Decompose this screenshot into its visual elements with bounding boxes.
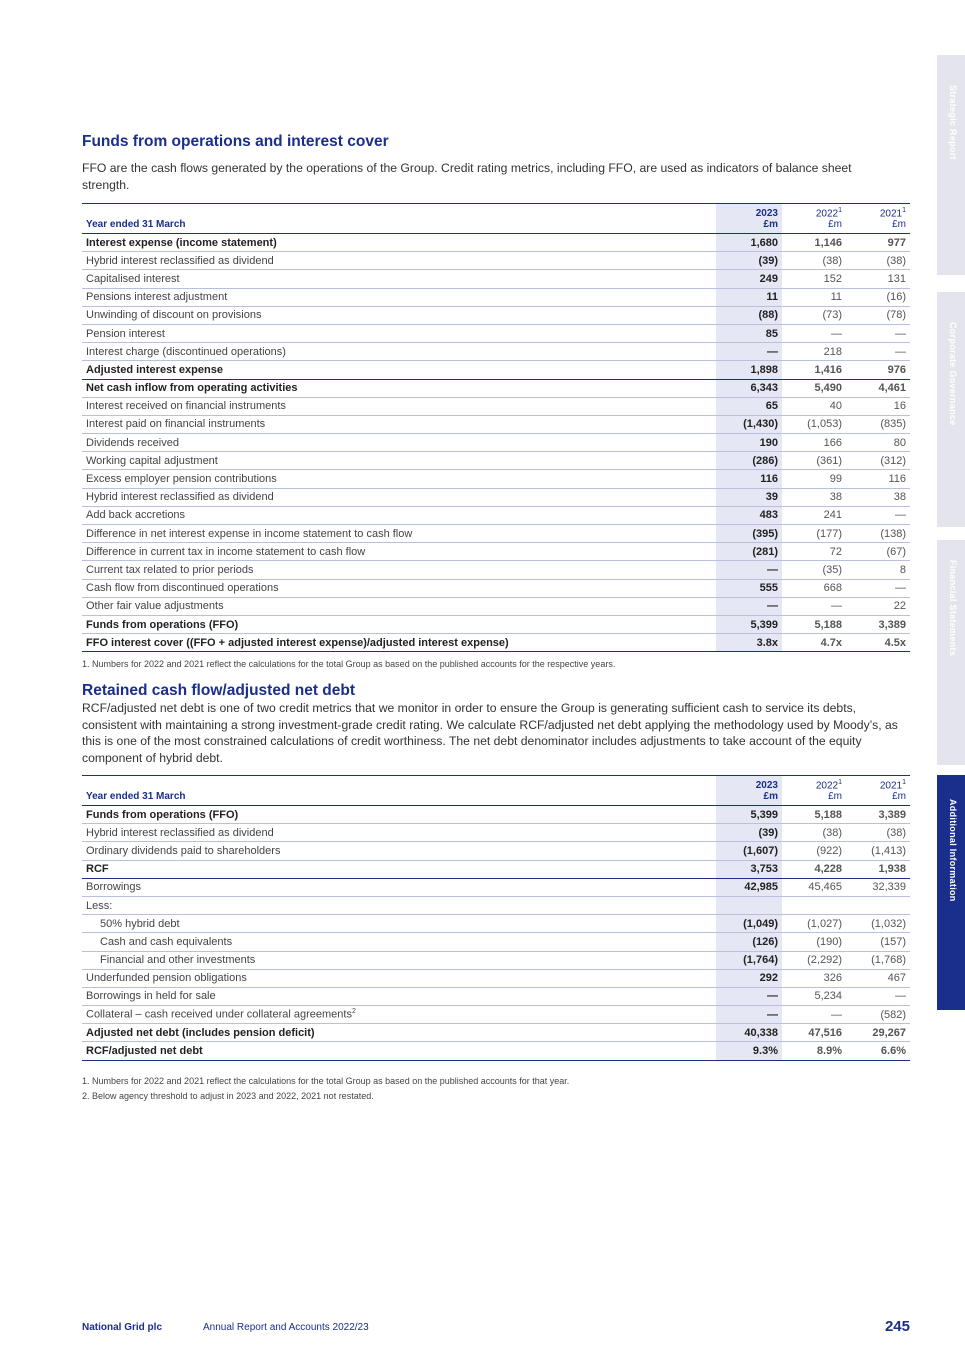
value-2022: 99 bbox=[829, 473, 842, 486]
value-2022: 4,228 bbox=[814, 863, 842, 876]
value-2021: 38 bbox=[893, 491, 906, 504]
value-2023: 3,753 bbox=[716, 860, 782, 878]
table-row bbox=[82, 379, 910, 397]
section-intro-rcf: RCF/adjusted net debt is one of two credit metrics that we monitor in order to ensure the Group is generating sufficient cash to service its debts, consistent with maintaining a strong investment-grade credit rating. We calculate RCF/adjusted net debt applying the methodology used by Moody’s, as this is one of the most constrained calculations of credit worthiness. The net debt denominator includes adjustments to take account of the equity component of hybrid debt. bbox=[82, 701, 898, 765]
value-2021: 22 bbox=[893, 600, 906, 613]
row-label: Funds from operations (FFO) bbox=[86, 808, 239, 821]
value-2022: 1,416 bbox=[814, 363, 842, 376]
row-label: Underfunded pension obligations bbox=[86, 972, 247, 985]
value-2023: (1,607) bbox=[716, 842, 782, 860]
value-2022: 5,234 bbox=[814, 990, 842, 1003]
value-2021: 116 bbox=[888, 473, 906, 486]
value-2022: 40 bbox=[829, 400, 842, 413]
table-row bbox=[82, 896, 910, 914]
value-2021: — bbox=[895, 327, 906, 340]
value-2023: — bbox=[716, 597, 782, 615]
page-number: 245 bbox=[884, 1318, 910, 1335]
value-2021: 80 bbox=[893, 436, 906, 449]
table-row bbox=[82, 1024, 910, 1042]
value-2022: 5,490 bbox=[814, 382, 842, 395]
value-2022: 5,188 bbox=[814, 618, 842, 631]
value-2022: (2,292) bbox=[807, 954, 842, 967]
value-2021: (1,032) bbox=[871, 917, 906, 930]
value-2022: 4.7x bbox=[820, 636, 842, 649]
value-2023: — bbox=[716, 561, 782, 579]
side-tab-label: Corporate Governance bbox=[948, 322, 958, 426]
side-tab-additional-information[interactable] bbox=[937, 775, 965, 1010]
column-header-2023: 2023 £m bbox=[716, 776, 782, 806]
row-label: Working capital adjustment bbox=[86, 454, 218, 467]
value-2022: 11 bbox=[830, 291, 842, 304]
value-2022: 5,188 bbox=[814, 808, 842, 821]
value-2022: (35) bbox=[822, 563, 842, 576]
value-2021: 29,267 bbox=[872, 1026, 906, 1039]
column-header-2021: 2021$^1$ £m bbox=[879, 778, 906, 802]
table-row bbox=[82, 470, 910, 488]
value-2023: (395) bbox=[716, 525, 782, 543]
value-2022: (177) bbox=[816, 527, 842, 540]
value-2022: 1,146 bbox=[814, 236, 842, 249]
page-footer bbox=[82, 1320, 912, 1340]
rcf-table bbox=[82, 775, 910, 1061]
value-2021: (835) bbox=[880, 418, 906, 431]
table-row bbox=[82, 361, 910, 379]
value-2022: 45,465 bbox=[808, 881, 842, 894]
table-row bbox=[82, 987, 910, 1005]
table-row bbox=[82, 951, 910, 969]
value-2021: 3,389 bbox=[878, 808, 906, 821]
table-row bbox=[82, 343, 910, 361]
row-label: Borrowings in held for sale bbox=[86, 990, 216, 1003]
value-2022: (361) bbox=[816, 454, 842, 467]
column-header-label: Year ended 31 March bbox=[86, 791, 186, 802]
value-2023: (1,430) bbox=[716, 415, 782, 433]
value-2022: — bbox=[831, 327, 842, 340]
row-label: Other fair value adjustments bbox=[86, 600, 224, 613]
footer-company: National Grid plc bbox=[82, 1322, 163, 1333]
value-2022: 47,516 bbox=[808, 1026, 842, 1039]
value-2022: 38 bbox=[829, 491, 842, 504]
section-title-rcf: Retained cash flow/adjusted net debt bbox=[82, 682, 356, 699]
value-2023: 483 bbox=[716, 506, 782, 524]
value-2022: (1,027) bbox=[807, 917, 842, 930]
value-2022: — bbox=[831, 600, 842, 613]
value-2021 bbox=[846, 896, 910, 914]
row-label: Hybrid interest reclassified as dividend bbox=[86, 491, 274, 504]
table-row bbox=[82, 842, 910, 860]
side-tab-corporate-governance[interactable] bbox=[937, 292, 965, 527]
footnote-rcf-1: 1. Numbers for 2022 and 2021 reflect the calculations for the total Group as based on the published accounts for that year. bbox=[82, 1076, 570, 1086]
value-2023: (88) bbox=[716, 306, 782, 324]
value-2022: 8.9% bbox=[816, 1045, 842, 1058]
value-2021: 976 bbox=[887, 363, 906, 376]
value-2023: 249 bbox=[716, 270, 782, 288]
value-2021: (67) bbox=[886, 545, 906, 558]
value-2023: — bbox=[716, 987, 782, 1005]
row-label: Interest expense (income statement) bbox=[86, 236, 277, 249]
value-2023: 1,898 bbox=[716, 361, 782, 379]
value-2023: 85 bbox=[716, 324, 782, 342]
row-label: FFO interest cover ((FFO + adjusted interest expense)/adjusted interest expense) bbox=[86, 636, 509, 649]
table-row bbox=[82, 860, 910, 878]
table-row bbox=[82, 969, 910, 987]
row-label: Adjusted net debt (includes pension deficit) bbox=[86, 1026, 315, 1039]
value-2021: (138) bbox=[880, 527, 906, 540]
value-2023: 5,399 bbox=[716, 615, 782, 633]
value-2021: — bbox=[895, 582, 906, 595]
section-intro-ffo: FFO are the cash flows generated by the operations of the Group. Credit rating metrics, including FFO, are used as indicators of balance sheet strength. bbox=[82, 161, 852, 192]
value-2023: (126) bbox=[716, 933, 782, 951]
value-2023: 1,680 bbox=[716, 234, 782, 252]
row-label: Financial and other investments bbox=[100, 954, 256, 967]
column-header-2023: 2023 £m bbox=[716, 204, 782, 234]
ffo-table bbox=[82, 203, 910, 652]
value-2022: 218 bbox=[823, 345, 842, 358]
value-2021: (16) bbox=[886, 291, 906, 304]
table-row bbox=[82, 824, 910, 842]
value-2021: (1,768) bbox=[871, 954, 906, 967]
footer-report-title: Annual Report and Accounts 2022/23 bbox=[203, 1322, 369, 1333]
table-row bbox=[82, 1042, 910, 1060]
row-label: RCF bbox=[86, 863, 109, 876]
table-row bbox=[82, 878, 910, 896]
table-header-row bbox=[82, 776, 910, 806]
row-label: Pension interest bbox=[86, 327, 165, 340]
table-row bbox=[82, 452, 910, 470]
value-2022: (922) bbox=[816, 844, 842, 857]
table-row bbox=[82, 806, 910, 824]
table-row bbox=[82, 324, 910, 342]
row-label: Interest charge (discontinued operations) bbox=[86, 345, 286, 358]
value-2022: (1,053) bbox=[807, 418, 842, 431]
table-row bbox=[82, 915, 910, 933]
value-2021: 16 bbox=[893, 400, 906, 413]
value-2021: — bbox=[895, 990, 906, 1003]
side-tab-financial-statements[interactable] bbox=[937, 540, 965, 765]
value-2023: (39) bbox=[716, 824, 782, 842]
value-2021: (38) bbox=[886, 826, 906, 839]
value-2021: 3,389 bbox=[878, 618, 906, 631]
table-row bbox=[82, 506, 910, 524]
value-2021: 1,938 bbox=[878, 863, 906, 876]
value-2023: 292 bbox=[716, 969, 782, 987]
value-2022: (38) bbox=[822, 826, 842, 839]
value-2023: 190 bbox=[716, 434, 782, 452]
side-tab-label: Additional Information bbox=[948, 799, 958, 902]
row-label: Hybrid interest reclassified as dividend bbox=[86, 826, 274, 839]
row-label: Interest paid on financial instruments bbox=[86, 418, 266, 431]
row-label: Current tax related to prior periods bbox=[86, 563, 254, 576]
row-label: Cash and cash equivalents bbox=[100, 935, 233, 948]
value-2023: 555 bbox=[716, 579, 782, 597]
table-row bbox=[82, 434, 910, 452]
footnote-rcf-2: 2. Below agency threshold to adjust in 2023 and 2022, 2021 not restated. bbox=[82, 1091, 374, 1101]
value-2021: (78) bbox=[886, 309, 906, 322]
value-2021: 32,339 bbox=[872, 881, 906, 894]
table-row bbox=[82, 615, 910, 633]
value-2023: 11 bbox=[716, 288, 782, 306]
value-2023: 5,399 bbox=[716, 806, 782, 824]
table-row bbox=[82, 543, 910, 561]
table-row bbox=[82, 579, 910, 597]
value-2021: 8 bbox=[899, 563, 906, 576]
footnote-ffo: 1. Numbers for 2022 and 2021 reflect the calculations for the total Group as based on the published accounts for the respective years. bbox=[82, 659, 616, 669]
value-2021: (582) bbox=[880, 1008, 906, 1021]
value-2023: — bbox=[716, 1006, 782, 1024]
row-label: Adjusted interest expense bbox=[86, 363, 223, 376]
value-2021: 4,461 bbox=[878, 382, 906, 395]
value-2021: 131 bbox=[887, 272, 906, 285]
value-2023: — bbox=[716, 343, 782, 361]
value-2023: 39 bbox=[716, 488, 782, 506]
value-2023: 65 bbox=[716, 397, 782, 415]
value-2022: (38) bbox=[822, 254, 842, 267]
table-row bbox=[82, 525, 910, 543]
table-row bbox=[82, 306, 910, 324]
value-2023: 3.8x bbox=[716, 634, 782, 652]
row-label: Excess employer pension contributions bbox=[86, 473, 277, 486]
section-title-ffo: Funds from operations and interest cover bbox=[82, 133, 389, 150]
value-2021: (312) bbox=[880, 454, 906, 467]
value-2023: 6,343 bbox=[716, 379, 782, 397]
row-label: RCF/adjusted net debt bbox=[86, 1045, 203, 1058]
row-label: Borrowings bbox=[86, 881, 142, 894]
row-label: Funds from operations (FFO) bbox=[86, 618, 239, 631]
side-tab-strategic-report[interactable] bbox=[937, 55, 965, 275]
row-label: Capitalised interest bbox=[86, 272, 180, 285]
column-header-2021: 2021$^1$ £m bbox=[879, 206, 906, 230]
value-2022: — bbox=[831, 1008, 842, 1021]
value-2021: 6.6% bbox=[880, 1045, 906, 1058]
value-2022: 668 bbox=[823, 582, 842, 595]
value-2022: 241 bbox=[823, 509, 842, 522]
value-2022: (190) bbox=[816, 935, 842, 948]
value-2022 bbox=[782, 896, 846, 914]
value-2021: — bbox=[895, 345, 906, 358]
value-2021: (157) bbox=[880, 935, 906, 948]
row-label: Dividends received bbox=[86, 436, 179, 449]
side-tab-label: Financial Statements bbox=[948, 560, 958, 657]
value-2021: 467 bbox=[887, 972, 906, 985]
row-label: Less: bbox=[86, 899, 113, 912]
table-row bbox=[82, 397, 910, 415]
row-label: Difference in current tax in income statement to cash flow bbox=[86, 545, 366, 558]
value-2021: 977 bbox=[887, 236, 906, 249]
column-header-2022: 2022$^1$ £m bbox=[815, 206, 842, 230]
table-row bbox=[82, 252, 910, 270]
row-label: Pensions interest adjustment bbox=[86, 291, 228, 304]
value-2023: 116 bbox=[716, 470, 782, 488]
table-row bbox=[82, 933, 910, 951]
value-2021: (38) bbox=[886, 254, 906, 267]
table-row bbox=[82, 488, 910, 506]
value-2023 bbox=[716, 896, 782, 914]
row-label: Net cash inflow from operating activities bbox=[86, 382, 298, 395]
value-2022: 72 bbox=[829, 545, 842, 558]
table-row bbox=[82, 270, 910, 288]
table-row bbox=[82, 634, 910, 652]
column-header-label: Year ended 31 March bbox=[86, 219, 186, 230]
value-2023: (286) bbox=[716, 452, 782, 470]
row-label: Unwinding of discount on provisions bbox=[86, 309, 262, 322]
row-label: Hybrid interest reclassified as dividend bbox=[86, 254, 274, 267]
column-header-2022: 2022$^1$ £m bbox=[815, 778, 842, 802]
row-label: Interest received on financial instruments bbox=[86, 400, 286, 413]
row-label: Difference in net interest expense in income statement to cash flow bbox=[86, 527, 413, 540]
side-tab-label: Strategic Report bbox=[948, 85, 958, 160]
value-2023: 9.3% bbox=[716, 1042, 782, 1060]
value-2023: 40,338 bbox=[716, 1024, 782, 1042]
value-2022: 152 bbox=[823, 272, 842, 285]
row-label: Collateral – cash received under collateral agreements$^2$ bbox=[86, 1008, 356, 1021]
value-2023: (1,049) bbox=[716, 915, 782, 933]
value-2023: (1,764) bbox=[716, 951, 782, 969]
table-row bbox=[82, 415, 910, 433]
value-2023: (281) bbox=[716, 543, 782, 561]
table-row bbox=[82, 597, 910, 615]
row-label: Add back accretions bbox=[86, 509, 186, 522]
value-2022: (73) bbox=[822, 309, 842, 322]
row-label: Ordinary dividends paid to shareholders bbox=[86, 844, 281, 857]
value-2022: 326 bbox=[823, 972, 842, 985]
table-row bbox=[82, 234, 910, 252]
table-row bbox=[82, 1006, 910, 1024]
table-row bbox=[82, 288, 910, 306]
value-2021: (1,413) bbox=[871, 844, 906, 857]
table-header-row bbox=[82, 204, 910, 234]
table-row bbox=[82, 561, 910, 579]
value-2021: 4.5x bbox=[884, 636, 906, 649]
value-2023: 42,985 bbox=[716, 878, 782, 896]
row-label: 50% hybrid debt bbox=[100, 917, 180, 930]
row-label: Cash flow from discontinued operations bbox=[86, 582, 279, 595]
value-2022: 166 bbox=[823, 436, 842, 449]
value-2023: (39) bbox=[716, 252, 782, 270]
value-2021: — bbox=[895, 509, 906, 522]
